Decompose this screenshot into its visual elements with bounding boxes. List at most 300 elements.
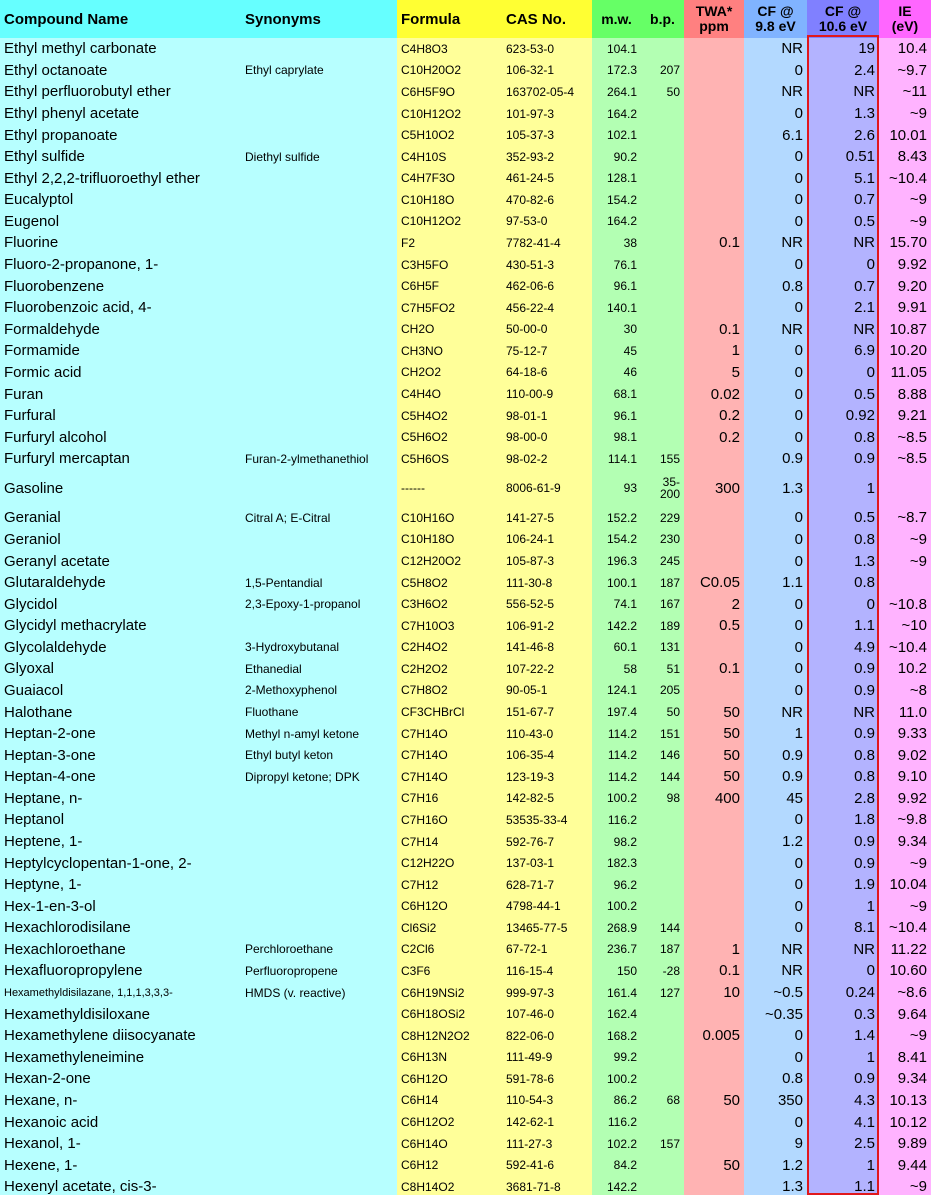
compound-name-cell: Geranyl acetate [4,552,110,570]
compound-name-cell: Ethyl octanoate [4,61,108,79]
compound-name-cell: Ethyl phenyl acetate [4,105,140,123]
boiling-point-cell: 189 [659,618,680,633]
table-row [0,852,931,874]
cas-number-cell: 141-46-8 [506,640,555,655]
boiling-point-cell [641,426,684,448]
formula-cell: C4H10S [401,149,447,164]
cf-9.8-ev-cell: NR [781,40,803,58]
formula-cell: C3H6O2 [401,597,448,612]
formula-cell: C6H14 [401,1093,439,1108]
cf-9.8-ev-cell: 0 [794,212,803,230]
synonym-cell [241,470,397,508]
cf-9.8-ev-cell: 1.2 [782,1156,803,1174]
synonym-cell: Ethyl caprylate [245,63,324,78]
ionization-energy-cell: 11.22 [890,940,927,958]
compound-name-cell: Furan [4,385,44,403]
cas-number-cell: 101-97-3 [506,106,555,121]
header-formula: Formula [397,0,502,38]
compound-name-cell: Heptan-2-one [4,725,96,743]
cas-number-cell: 90-05-1 [506,683,548,698]
table-row [0,232,931,254]
compound-name-cell: Gasoline [4,479,64,497]
molecular-weight-cell: 90.2 [613,149,637,164]
molecular-weight-cell: 161.4 [606,985,637,1000]
formula-cell: C7H16O [401,812,448,827]
synonym-cell [241,1090,397,1112]
compound-name-cell: Glutaraldehyde [4,574,106,592]
cf-9.8-ev-cell: 0.9 [782,450,803,468]
cf-10.6-ev-cell: 19 [858,40,875,58]
molecular-weight-cell: 102.2 [606,1136,637,1151]
cf-9.8-ev-cell: 0 [794,363,803,381]
cf-10.6-ev-cell: 0.3 [854,1005,875,1023]
table-row [0,60,931,82]
cas-number-cell: 107-46-0 [506,1007,555,1022]
twa-ppm-cell: 50 [723,703,740,721]
formula-cell: C5H6O2 [401,430,448,445]
molecular-weight-cell: 114.1 [607,451,637,466]
cas-number-cell: 53535-33-4 [506,812,568,827]
formula-cell: C8H14O2 [401,1179,455,1194]
boiling-point-cell: 167 [659,597,680,612]
cas-number-cell: 50-00-0 [506,322,548,337]
molecular-weight-cell: 114.2 [607,726,637,741]
cf-10.6-ev-cell: 0.8 [854,428,875,446]
boiling-point-cell [641,383,684,405]
cf-10.6-ev-cell: 0.7 [854,277,875,295]
synonym-cell: Citral A; E-Citral [245,510,331,525]
cf-9.8-ev-cell: 0 [794,407,803,425]
synonym-cell [241,1003,397,1025]
twa-ppm-cell [684,146,744,168]
table-row [0,146,931,168]
molecular-weight-cell: 100.2 [606,899,637,914]
molecular-weight-cell: 264.1 [606,84,637,99]
compound-name-cell: Hexenyl acetate, cis-3- [4,1178,157,1196]
twa-ppm-cell: 5 [731,363,740,381]
ionization-energy-cell: 8.88 [897,385,927,403]
synonym-cell [241,254,397,276]
header-cf106-line2: 10.6 eV [818,18,868,34]
table-row [0,1133,931,1155]
cas-number-cell: 3681-71-8 [506,1179,561,1194]
synonym-cell [241,232,397,254]
table-row [0,426,931,448]
cas-number-cell: 8006-61-9 [506,481,561,496]
cf-9.8-ev-cell: 0 [794,552,803,570]
molecular-weight-cell: 140.1 [606,300,637,315]
cf-9.8-ev-cell: NR [781,83,803,101]
formula-cell: C5H6OS [401,451,450,466]
cas-number-cell: 142-82-5 [506,791,555,806]
cas-number-cell: 110-43-0 [506,726,554,741]
header-cf98 [744,0,807,38]
compound-name-cell: Formaldehyde [4,320,100,338]
ionization-energy-cell: 10.20 [889,342,927,360]
cas-number-cell: 67-72-1 [506,942,548,957]
cf-10.6-ev-cell: NR [853,940,875,958]
cas-number-cell: 110-54-3 [506,1093,554,1108]
ionization-energy-cell: 10.01 [889,126,927,144]
synonym-cell [241,874,397,896]
cf-10.6-ev-cell: 1.3 [854,105,875,123]
boiling-point-cell: 187 [659,575,680,590]
formula-cell: C2H4O2 [401,640,448,655]
table-row [0,809,931,831]
twa-ppm-cell [684,275,744,297]
ionization-energy-cell: ~8.5 [897,428,927,446]
cf-9.8-ev-cell: NR [781,234,803,252]
cf-10.6-ev-cell: 0.51 [845,148,875,166]
twa-ppm-cell [684,1068,744,1090]
molecular-weight-cell: 168.2 [606,1028,637,1043]
table-row [0,1176,931,1198]
header-twa-line2: ppm [699,18,729,34]
synonym-cell [241,831,397,853]
boiling-point-cell [641,362,684,384]
formula-cell: CH2O2 [401,365,442,380]
cf-9.8-ev-cell: ~0.5 [773,984,803,1002]
boiling-point-cell: 157 [659,1136,680,1151]
cf-9.8-ev-cell: 0 [794,919,803,937]
boiling-point-cell [641,254,684,276]
molecular-weight-cell: 164.2 [606,106,637,121]
molecular-weight-cell: 154.2 [606,532,637,547]
cas-number-cell: 98-00-0 [506,430,548,445]
twa-ppm-cell: 1 [731,342,740,360]
molecular-weight-cell: 116.2 [607,812,637,827]
cf-9.8-ev-cell: NR [781,320,803,338]
cf-10.6-ev-cell: 1.1 [854,617,875,635]
ionization-energy-cell: ~11 [902,83,927,101]
molecular-weight-cell: 74.1 [613,597,637,612]
ionization-energy-cell: 10.2 [897,660,927,678]
molecular-weight-cell: 93 [623,481,637,496]
cas-number-cell: 97-53-0 [506,214,548,229]
cf-9.8-ev-cell: NR [781,940,803,958]
formula-cell: C4H7F3O [401,171,456,186]
compound-name-cell: Fluorine [4,234,59,252]
cf-9.8-ev-cell: 0 [794,342,803,360]
table-row [0,550,931,572]
twa-ppm-cell [684,38,744,60]
cas-number-cell: 106-91-2 [506,618,555,633]
cas-number-cell: 999-97-3 [506,985,555,1000]
cf-9.8-ev-cell: 0 [794,854,803,872]
table-row [0,1068,931,1090]
twa-ppm-cell: 1 [731,940,740,958]
formula-cell: C7H14O [401,748,448,763]
synonym-cell: 1,5-Pentandial [245,575,323,590]
header-name: Compound Name [0,0,241,38]
molecular-weight-cell: 142.2 [606,1179,637,1194]
cas-number-cell: 111-30-8 [506,575,553,590]
cf-9.8-ev-cell: 0 [794,1048,803,1066]
molecular-weight-cell: 268.9 [606,920,637,935]
compound-name-cell: Guaiacol [4,681,64,699]
cf-10.6-ev-cell: 1 [866,1048,875,1066]
cf-10.6-ev-cell: 8.1 [854,919,875,937]
table-row [0,1003,931,1025]
compound-name-cell: Fluoro-2-propanone, 1- [4,256,159,274]
synonym-cell [241,615,397,637]
cas-number-cell: 7782-41-4 [506,235,561,250]
table-row [0,960,931,982]
cas-number-cell: 628-71-7 [506,877,555,892]
cas-number-cell: 470-82-6 [506,192,555,207]
formula-cell: CF3CHBrCl [401,705,465,720]
ionization-energy-cell: 10.4 [897,40,927,58]
cas-number-cell: 106-24-1 [506,532,555,547]
cf-10.6-ev-cell: 0.8 [854,574,875,592]
compound-name-cell: Furfural [4,407,56,425]
molecular-weight-cell: 197.4 [606,705,637,720]
molecular-weight-cell: 38 [623,235,637,250]
twa-ppm-cell [684,831,744,853]
twa-ppm-cell: 0.2 [719,428,740,446]
formula-cell: C6H18OSi2 [401,1007,466,1022]
twa-ppm-cell [684,917,744,939]
cf-9.8-ev-cell: 0 [794,1113,803,1131]
compound-name-cell: Heptan-4-one [4,768,96,786]
table-row [0,470,931,508]
header-ie-line1: IE [898,3,912,19]
twa-ppm-cell [684,1133,744,1155]
ionization-energy-cell: ~8.7 [897,509,927,527]
cf-9.8-ev-cell: 0 [794,897,803,915]
twa-ppm-cell: 0.2 [719,407,740,425]
cas-number-cell: 105-87-3 [506,554,555,568]
twa-ppm-cell [684,297,744,319]
ionization-energy-cell: 8.41 [897,1048,927,1066]
cf-10.6-ev-cell: 1.9 [854,876,875,894]
formula-cell: C6H14O [401,1136,448,1151]
cf-10.6-ev-cell: 0.9 [854,450,875,468]
twa-ppm-cell [684,60,744,82]
formula-cell: C10H18O [401,192,455,207]
molecular-weight-cell: 172.3 [606,63,637,78]
boiling-point-cell [641,1176,684,1198]
formula-cell: C7H14 [401,834,439,849]
header-cas: CAS No. [502,0,592,38]
synonym-cell [241,1068,397,1090]
molecular-weight-cell: 182.3 [606,856,637,871]
boiling-point-cell [641,297,684,319]
ionization-energy-cell: ~9 [909,1178,927,1196]
synonym-cell [241,550,397,572]
formula-cell: C7H14O [401,726,448,741]
ionization-energy-cell: ~8.6 [897,984,927,1002]
twa-ppm-cell [684,1047,744,1069]
header-synonyms: Synonyms [241,0,397,38]
synonym-cell [241,1047,397,1069]
compound-name-cell: Fluorobenzene [4,277,105,295]
twa-ppm-cell [684,1003,744,1025]
table-row [0,723,931,745]
table-row [0,211,931,233]
molecular-weight-cell: 86.2 [613,1093,637,1108]
compound-name-cell: Ethyl methyl carbonate [4,40,157,58]
ionization-energy-cell: ~9 [909,191,927,209]
table-row [0,917,931,939]
twa-ppm-cell: 50 [723,746,740,764]
cf-9.8-ev-cell: 0 [794,876,803,894]
synonym-cell: Ethanedial [245,661,302,676]
ionization-energy-cell: 9.10 [897,768,927,786]
cf-10.6-ev-cell: 0.9 [854,681,875,699]
compound-name-cell: Hexamethyldisiloxane [4,1005,150,1023]
formula-cell: C4H8O3 [401,41,448,56]
twa-ppm-cell: C0.05 [699,574,740,592]
molecular-weight-cell: 142.2 [606,618,637,633]
table-row [0,1090,931,1112]
formula-cell: C6H19NSi2 [401,985,465,1000]
boiling-point-cell: 155 [659,451,680,466]
header-ie-line2: (eV) [891,18,919,34]
boiling-point-cell: 229 [659,510,680,525]
table-row [0,874,931,896]
table-row [0,319,931,341]
twa-ppm-cell: 0.5 [719,617,740,635]
synonym-cell: Ethyl butyl keton [245,748,334,763]
cf-10.6-ev-cell: 0.7 [854,191,875,209]
synonym-cell [241,1111,397,1133]
cf-10.6-ev-cell: 2.4 [854,61,875,79]
table-row [0,1047,931,1069]
table-row [0,766,931,788]
cas-number-cell: 592-76-7 [506,834,555,849]
cas-number-cell: 462-06-6 [506,279,555,294]
synonym-cell [241,275,397,297]
ionization-energy-cell: 9.44 [897,1156,927,1174]
cf-10.6-ev-cell: 0.8 [854,746,875,764]
twa-ppm-cell [684,529,744,551]
compound-name-cell: Geranial [4,509,61,527]
cas-number-cell: 106-35-4 [506,748,555,763]
formula-cell: C10H16O [401,510,455,525]
compound-name-cell: Heptene, 1- [4,833,83,851]
boiling-point-cell: 98 [666,791,680,806]
table-row [0,507,931,529]
cf-9.8-ev-cell: 0 [794,428,803,446]
formula-cell: C3F6 [401,963,431,978]
cas-number-cell: 461-24-5 [506,171,555,186]
formula-cell: C7H10O3 [401,618,455,633]
ionization-energy-cell: ~10.4 [889,919,927,937]
cf-10.6-ev-cell: 1 [866,897,875,915]
compound-name-cell: Fluorobenzoic acid, 4- [4,299,152,317]
cas-number-cell: 75-12-7 [506,343,548,358]
boiling-point-cell [641,809,684,831]
boiling-point-cell: 127 [659,985,680,1000]
boiling-point-cell [641,470,684,508]
molecular-weight-cell: 100.1 [606,575,637,590]
cf-10.6-ev-cell: NR [853,234,875,252]
cf-9.8-ev-cell: 45 [786,789,803,807]
ionization-energy-cell: 10.04 [889,876,927,894]
formula-cell: C6H12 [401,1158,439,1173]
cf-10.6-ev-cell: 0.5 [854,385,875,403]
formula-cell: C5H8O2 [401,575,448,590]
molecular-weight-cell: 60.1 [613,640,637,655]
table-row [0,572,931,594]
boiling-point-cell [641,831,684,853]
boiling-point-cell [641,167,684,189]
cas-number-cell: 98-01-1 [506,408,548,423]
formula-cell: C7H8O2 [401,683,448,698]
cf-10.6-ev-cell: 2.8 [854,789,875,807]
synonym-cell [241,1025,397,1047]
twa-ppm-cell: 10 [723,984,740,1002]
formula-cell: Cl6Si2 [401,920,437,935]
table-row [0,593,931,615]
boiling-point-cell: 230 [659,532,680,547]
synonym-cell: 3-Hydroxybutanal [245,640,340,655]
formula-cell: C7H14O [401,769,448,784]
formula-cell: C4H4O [401,387,442,402]
compound-name-cell: Hexanoic acid [4,1113,99,1131]
formula-cell: F2 [401,235,416,250]
compound-name-cell: Ethyl propanoate [4,126,118,144]
cf-10.6-ev-cell: NR [853,83,875,101]
ionization-energy-cell: 10.12 [889,1113,927,1131]
ionization-energy-cell: ~9 [909,552,927,570]
cas-number-cell: 352-93-2 [506,149,555,164]
synonym-cell: 2,3-Epoxy-1-propanol [245,597,361,612]
table-row [0,124,931,146]
cas-number-cell: 111-27-3 [506,1136,553,1151]
molecular-weight-cell: 98.1 [613,430,637,445]
cf-10.6-ev-cell: 0.9 [854,660,875,678]
twa-ppm-cell [684,550,744,572]
cf-10.6-ev-cell: 6.9 [854,342,875,360]
synonym-cell [241,383,397,405]
cf-9.8-ev-cell: 6.1 [782,126,803,144]
formula-cell: C6H5F9O [401,84,456,99]
twa-ppm-cell: 400 [714,789,740,807]
cf-10.6-ev-cell: 0 [866,595,875,613]
synonym-cell [241,189,397,211]
twa-ppm-cell [684,680,744,702]
boiling-point-cell [641,211,684,233]
cas-number-cell: 456-22-4 [506,300,555,315]
formula-cell: C7H5FO2 [401,300,456,315]
table-row [0,448,931,470]
boiling-point-cell: 68 [666,1093,680,1108]
cf-9.8-ev-cell: 0 [794,660,803,678]
cf-9.8-ev-cell: 1.3 [782,1178,803,1196]
formula-cell: C7H16 [401,791,439,806]
molecular-weight-cell: 124.1 [606,683,637,698]
twa-ppm-cell [684,167,744,189]
boiling-point-cell [641,275,684,297]
compound-name-cell: Hexamethyldisilazane, 1,1,1,3,3,3- [4,986,173,999]
header-twa [684,0,744,38]
boiling-point-cell [641,124,684,146]
formula-cell: C6H12O [401,1071,448,1086]
synonym-cell: HMDS (v. reactive) [245,985,346,1000]
cf-10.6-ev-cell: 1 [866,1156,875,1174]
table-row [0,658,931,680]
boiling-point-cell [641,1047,684,1069]
ionization-energy-cell: 15.70 [889,234,927,252]
ionization-energy-cell: 9.02 [897,746,927,764]
molecular-weight-cell: 196.3 [606,554,637,568]
table-row [0,362,931,384]
formula-cell: C6H5F [401,279,440,294]
molecular-weight-cell: 96.1 [613,408,637,423]
synonym-cell [241,81,397,103]
